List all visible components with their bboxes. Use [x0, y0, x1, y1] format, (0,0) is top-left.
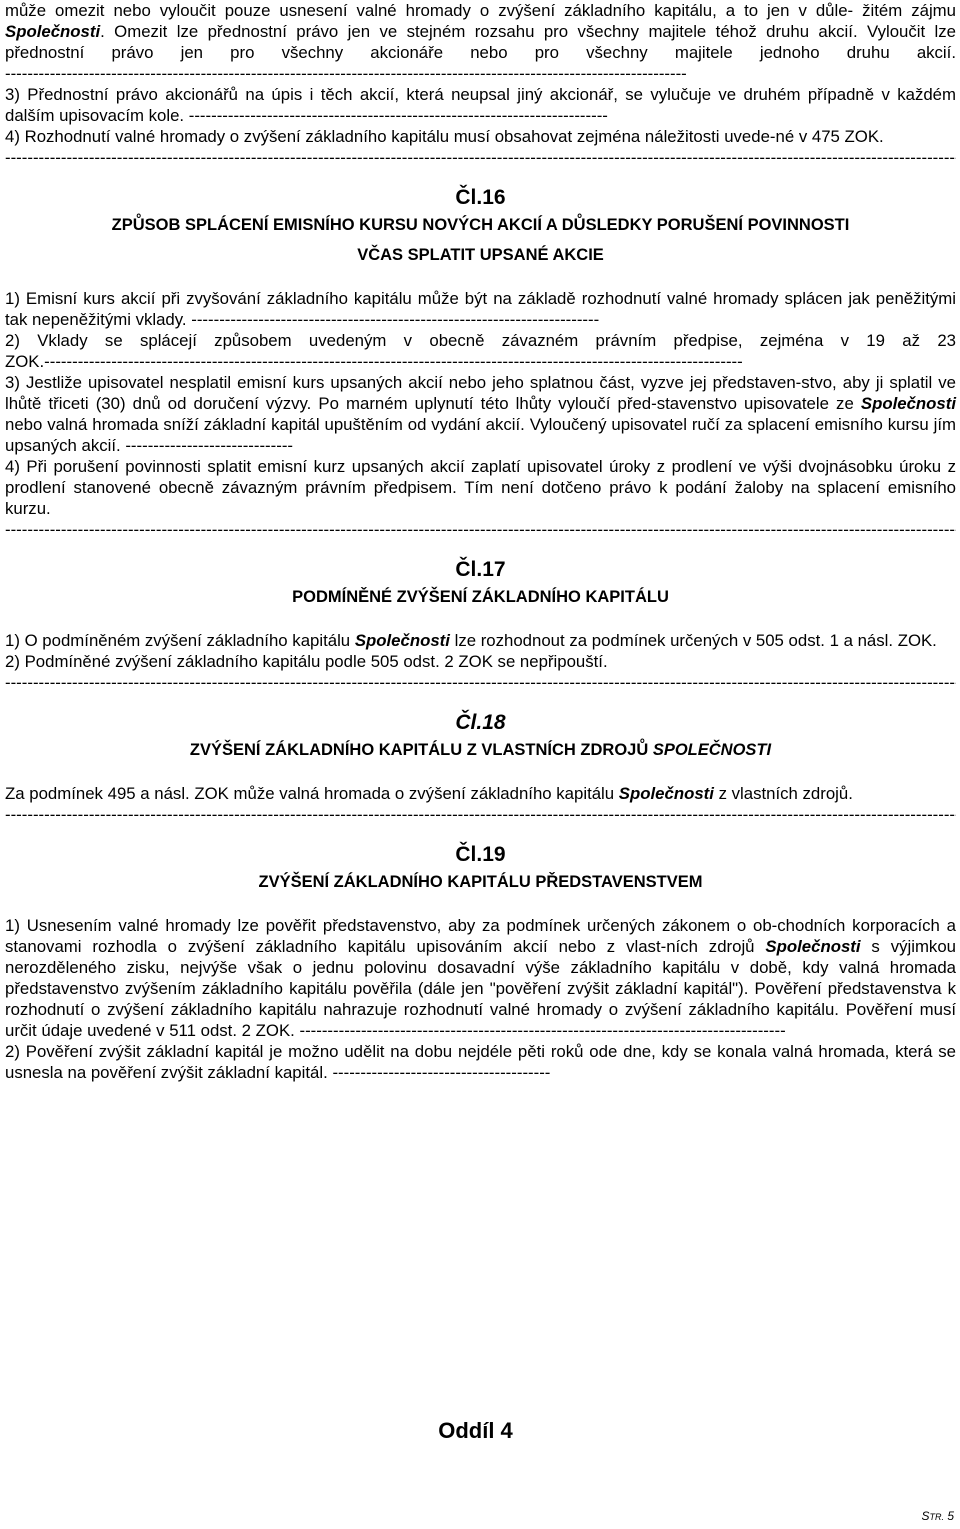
dash-separator — [5, 519, 956, 540]
company-name: Společnosti — [860, 394, 956, 413]
document-page — [5, 0, 956, 1083]
article-18-body — [5, 783, 956, 825]
intro-paragraph: může omezit nebo vyloučit pouze usnesení valné hromady o zvýšení základního kapitálu, a to jen v důle- žitém zájmu Společnosti. Omezit lze přednostní právo jen ve stejném rozsahu pro všechny majitele téhož druhu akcií. Vyloučit lze přednostní právo jen pro všechny akcionáře nebo pro všechny majitele jednoho druhu akcií. -------------------------------------------------------------------------------------------------------------------------- — [5, 1, 956, 83]
paragraph-text: 3) Přednostní právo akcionářů na úpis i těch akcií, která neupsal jiný akcionář, se vylučuje ve druhém případně v každém dalším upisovacím kole. — [5, 85, 956, 125]
paragraph-text: nebo valná hromada sníží základní kapitál upuštěním od vydání akcií. Vyloučený upisovatel ručí za splacení emisního kursu jím upsaných akcií. — [5, 415, 956, 455]
intro-paragraph-4 — [5, 126, 956, 147]
article-16-paragraph-4 — [5, 456, 956, 519]
paragraph-text: 2) Pověření zvýšit základní kapitál je možno udělit na dobu nejdéle pěti roků ode dne, kdy se konala valná hromada, která se usnesla na pověření zvýšit základní kapitál. — [5, 1042, 956, 1082]
intro-text-2: žitém zájmu — [862, 1, 956, 20]
page-number: 5 — [943, 1509, 954, 1523]
article-18-number: Čl.18 — [455, 711, 506, 734]
article-16-body — [5, 288, 956, 540]
paragraph-text: 3) Jestliže upisovatel nesplatil emisní kurs upsaných akcií nebo jeho splatnou část, vyzve jej představen-stvo, aby ji splatil ve lhůtě třiceti (30) dnů od doručení výzvy. Po marném uplynutí této lhůty vyloučí před-stavenstvo upisovatele ze — [5, 373, 956, 413]
company-name: Společnosti — [765, 937, 861, 956]
company-name: Společnosti — [354, 631, 450, 650]
heading-line-2: VČAS SPLATIT UPSANÉ AKCIE — [357, 246, 604, 264]
paragraph-text: 1) O podmíněném zvýšení základního kapitálu — [5, 631, 355, 650]
paragraph-text: 4) Rozhodnutí valné hromady o zvýšení základního kapitálu musí obsahovat zejména náležitosti uvede-né v 475 ZOK. — [5, 127, 884, 146]
article-17-paragraph-1 — [5, 630, 956, 651]
article-17-body — [5, 630, 956, 693]
article-19-heading: ZVÝŠENÍ ZÁKLADNÍHO KAPITÁLU PŘEDSTAVENSTVEM — [258, 873, 703, 891]
paragraph-text: 1) Emisní kurs akcií při zvyšování základního kapitálu může být na základě rozhodnutí valné hromady splácen jak peněžitými tak nepeněžitými vklady. — [5, 289, 956, 329]
page-footer — [921, 1509, 954, 1523]
intro-text-1: může omezit nebo vyloučit pouze usnesení valné hromady o zvýšení základního kapitálu, a to jen v důle- — [5, 1, 854, 20]
paragraph-text: 2) Vklady se splácejí způsobem uvedeným v obecně závazném právním předpise, zejména v 19 až 23 ZOK. — [5, 331, 956, 371]
heading-line-1: ZPŮSOB SPLÁCENÍ EMISNÍHO KURSU NOVÝCH AKCIÍ A DŮSLEDKY PORUŠENÍ POVINNOSTI — [111, 216, 850, 234]
dash-separator — [5, 804, 956, 825]
paragraph-text: Za podmínek 495 a násl. ZOK může valná hromada o zvýšení základního kapitálu — [5, 784, 619, 803]
article-17-number: Čl.17 — [455, 558, 506, 581]
intro-text-3: . Omezit lze přednostní právo jen ve stejném rozsahu pro všechny majitele téhož druhu akcií. Vyloučit lze přednostní právo jen pro všechny akcionáře nebo pro všechny majitele jednoho druhu akcií. — [5, 22, 956, 62]
company-name: Společnosti — [5, 22, 101, 41]
heading-text: ZVÝŠENÍ ZÁKLADNÍHO KAPITÁLU Z VLASTNÍCH ZDROJŮ — [189, 741, 653, 759]
article-19-number: Čl.19 — [455, 843, 506, 866]
company-name: Společnosti — [618, 784, 714, 803]
paragraph-text: s výjimkou nerozděleného zisku, nejvýše však o jednu polovinu dosavadní výše základního kapitálu v době, kdy valná hromada představenstvo zvýšením základního kapitálu pověřila (dále jen "pověření zvýšit základní kapitál"). Pověření představenstva k rozhodnutí o zvýšení základního kapitálu nahrazuje rozhodnutí valné hromady o zvýšení základního kapitálu. Pověření musí určit údaje uvedené v 511 odst. 2 ZOK. — [5, 937, 956, 1040]
article-19-paragraph-2: 2) Pověření zvýšit základní kapitál je možno udělit na dobu nejdéle pěti roků ode dne, kdy se konala valná hromada, která se usnesla na pověření zvýšit základní kapitál. --------------------------------------- — [5, 1042, 956, 1082]
footer-prefix: S — [921, 1509, 930, 1523]
paragraph-text: lze rozhodnout za podmínek určených v 505 odst. 1 a násl. ZOK. — [449, 631, 937, 650]
company-name: SPOLEČNOSTI — [652, 741, 772, 759]
section-title: Oddíl 4 — [438, 1418, 513, 1443]
paragraph-text: z vlastních zdrojů. — [713, 784, 853, 803]
footer-label: TR. — [929, 1512, 944, 1522]
article-18-paragraph-1 — [5, 783, 956, 804]
dash-separator — [5, 672, 956, 693]
article-16-paragraph-1: 1) Emisní kurs akcií při zvyšování základního kapitálu může být na základě rozhodnutí valné hromady splácen jak peněžitými tak nepeněžitými vklady. ------------------------------------------------------------------------- — [5, 289, 956, 329]
paragraph-text: 2) Podmíněné zvýšení základního kapitálu podle 505 odst. 2 ZOK se nepřipouští. — [5, 652, 608, 671]
intro-block — [5, 0, 956, 168]
article-16-paragraph-3: 3) Jestliže upisovatel nesplatil emisní kurs upsaných akcií nebo jeho splatnou část, vyzve jej představen-stvo, aby ji splatil ve lhůtě třiceti (30) dnů od doručení výzvy. Po marném uplynutí této lhůty vyloučí před-stavenstvo upisovatele ze Společnosti nebo valná hromada sníží základní kapitál upuštěním od vydání akcií. Vyloučený upisovatel ručí za splacení emisního kursu jím upsaných akcií. ------------------------------ — [5, 373, 956, 455]
intro-paragraph-3: 3) Přednostní právo akcionářů na úpis i těch akcií, která neupsal jiný akcionář, se vylučuje ve druhém případně v každém dalším upisovacím kole. --------------------------------------------------------------------------- — [5, 85, 956, 125]
article-19-body — [5, 915, 956, 1083]
article-19-paragraph-1: 1) Usnesením valné hromady lze pověřit představenstvo, aby za podmínek určených zákonem o ob-chodních korporacích a stanovami rozhodla o zvýšení základního kapitálu upisováním akcií nebo z vlast-ních zdrojů Společnosti s výjimkou nerozděleného zisku, nejvýše však o jednu polovinu dosavadní výše základního kapitálu v době, kdy valná hromada představenstvo zvýšením základního kapitálu pověřila (dále jen "pověření zvýšit základní kapitál"). Pověření představenstva k rozhodnutí o zvýšení základního kapitálu nahrazuje rozhodnutí valné hromady o zvýšení základního kapitálu. Pověření musí určit údaje uvedené v 511 odst. 2 ZOK. --------------------------------------------------------------------------------------- — [5, 916, 956, 1040]
article-18-heading — [5, 739, 956, 761]
article-16-paragraph-2: 2) Vklady se splácejí způsobem uvedeným v obecně závazném právním předpise, zejména v 19 až 23 ZOK.----------------------------------------------------------------------------------------------------------------------------- — [5, 331, 956, 371]
paragraph-text: 4) Při porušení povinnosti splatit emisní kurz upsaných akcií zaplatí upisovatel úroky z prodlení ve výši dvojnásobku úroku z prodlení stanovené obecně závazným právním předpisem. Tím není dotčeno právo k podání žaloby na splacení emisního kurzu. — [5, 457, 956, 518]
paragraph-text: 1) Usnesením valné hromady lze pověřit představenstvo, aby za podmínek určených zákonem o ob-chodních korporacích a stanovami rozhodla o zvýšení základního kapitálu upisováním akcií nebo z vlast-ních zdrojů — [5, 916, 956, 956]
article-17-heading: PODMÍNĚNÉ ZVÝŠENÍ ZÁKLADNÍHO KAPITÁLU — [292, 588, 669, 606]
dash-separator — [5, 147, 956, 168]
article-16-number: Čl.16 — [455, 186, 506, 209]
article-16-heading — [5, 214, 956, 266]
article-17-paragraph-2 — [5, 651, 956, 672]
